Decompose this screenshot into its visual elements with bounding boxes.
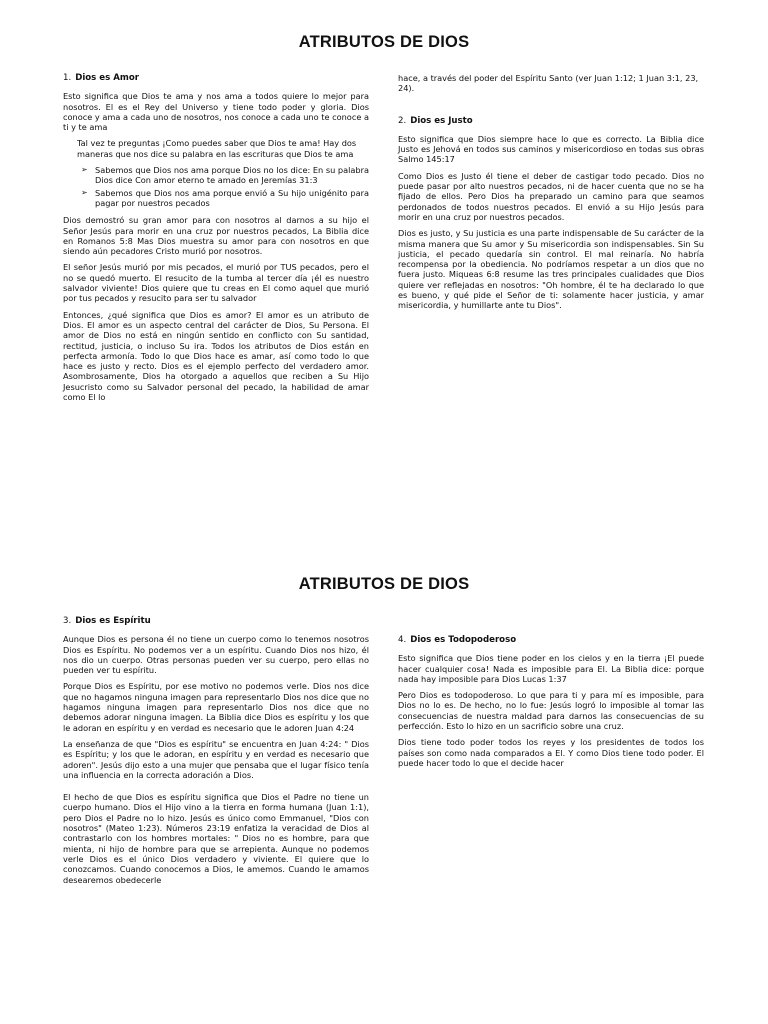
- heading-label: Dios es Todopoderoso: [410, 635, 517, 645]
- heading-number: 1.: [63, 73, 72, 83]
- heading-label: Dios es Amor: [75, 73, 139, 83]
- heading-dios-es-espiritu: [63, 616, 369, 626]
- heading-number: 4.: [398, 635, 407, 645]
- paragraph-continued: hace, a través del poder del Espíritu Santo (ver Juan 1:12; 1 Juan 3:1, 23, 24).: [398, 73, 699, 94]
- heading-dios-es-todopoderoso: [398, 635, 704, 645]
- page-title: ATRIBUTOS DE DIOS: [298, 33, 470, 51]
- paragraph: Dios demostró su gran amor para con nosotros al darnos a su hijo el Señor Jesús para morir en una cruz por nuestros pecados, La Biblia dice en Romanos 5:8 Mas Dios muestra su amor para con nosotros en que siendo aún pecadores Cristo murió por nosotros.: [63, 215, 369, 257]
- section1-right-column: [398, 73, 704, 317]
- heading-dios-es-justo: [398, 116, 704, 126]
- bullet-text: Sabemos que Dios nos ama porque envió a Su hijo unigénito para pagar por nuestros pecados: [95, 187, 369, 208]
- paragraph: Entonces, ¿qué significa que Dios es amor? El amor es un atributo de Dios. El amor es un aspecto central del carácter de Dios, Su Persona. El amor de Dios no está en ningún sentido en conflicto con Su santidad, rectitud, justicia, o incluso Su ira. Todos los atributos de Dios están en perfecta armonía. Todo lo que Dios hace es amar, así como todo lo que hace es justo y recto. Dios es el ejemplo perfecto del verdadero amor. Asombrosamente, Dios ha otorgado a aquellos que reciben a Su Hijo Jesucristo como su Salvador personal del pecado, la habilidad de amar como El lo: [63, 309, 369, 403]
- heading-label: Dios es Justo: [410, 115, 473, 126]
- paragraph: Esto significa que Dios siempre hace lo que es correcto. La Biblia dice Justo es Jehová en todos sus caminos y misericordioso en todas sus obras Salmo 145:17: [398, 133, 704, 165]
- bullet-item: [81, 188, 369, 209]
- section2-right-column: [398, 635, 704, 774]
- paragraph: Esto significa que Dios tiene poder en los cielos y en la tierra ¡El puede hacer cualquier cosa! Nada es imposible para El. La Biblia dice: porque nada hay imposible para Dios Lucas 1:37: [398, 653, 704, 684]
- heading-number: 2.: [398, 115, 407, 126]
- paragraph: Aunque Dios es persona él no tiene un cuerpo como lo tenemos nosotros Dios es Espíritu. No podemos ver a un espíritu. Cuando Dios nos hizo, él nos dio un cuerpo. Otras personas pueden ver su cuerpo, pero ellas no pueden ver tu espíritu.: [63, 634, 369, 676]
- heading-dios-es-amor: [63, 73, 369, 83]
- section1-left-column: [63, 73, 369, 408]
- paragraph: La enseñanza de que "Dios es espíritu" se encuentra en Juan 4:24: " Dios es Espíritu; y los que le adoran, en espíritu y en verdad es necesario que adoren". Jesús dijo esto a una mujer que pensaba que el lugar físico tenía una influencia en la correcta adoración a Dios.: [63, 738, 369, 780]
- paragraph: Porque Dios es Espíritu, por ese motivo no podemos verle. Dios nos dice que no hagamos ninguna imagen para representarlo Dios nos dice que no hagamos ninguna imagen para representarlo Dios nos dice que no debemos adorar ninguna imagen. La Biblia dice Dios es espíritu y los que le adoran en espíritu y en verdad es necesario que le adoren Juan 4:24: [63, 681, 369, 733]
- paragraph: El señor Jesús murió por mis pecados, el murió por TUS pecados, pero el no se quedó muerto. El resucito de la tumba al tercer día ¡él es nuestro salvador viviente! Dios quiere que tu creas en El como aquel que murió por tus pecados y resucito para ser tu salvador: [63, 262, 369, 304]
- paragraph-indented: Tal vez te preguntas ¡Como puedes saber que Dios te ama! Hay dos maneras que nos dice su palabra en las escrituras que Dios te ama: [77, 138, 357, 159]
- paragraph: Pero Dios es todopoderoso. Lo que para ti y para mí es imposible, para Dios no lo es. De hecho, no lo fue: Jesús logró lo imposible al tomar las consecuencias de nuestra maldad para darnos las consecuencias de su perfección. Esto lo hizo en un sacrificio sobre una cruz.: [398, 690, 704, 732]
- page-title: ATRIBUTOS DE DIOS: [298, 575, 470, 593]
- paragraph: Como Dios es Justo él tiene el deber de castigar todo pecado. Dios no puede pasar por alto nuestros pecados, ni de hacer cuenta que no se ha fijado de ellos. Pero Dios ha preparado un camino para que seamos perdonados de todos nuestros pecados. El envió a su Hijo Jesús para morir en una cruz por nuestros pecados.: [398, 170, 704, 222]
- heading-number: 3.: [63, 616, 72, 626]
- arrow-bullet-icon: ➢: [81, 187, 88, 197]
- bullet-list: [63, 165, 369, 208]
- paragraph: El hecho de que Dios es espíritu significa que Dios el Padre no tiene un cuerpo humano. Dios el Hijo vino a la tierra en forma humana (Juan 1:1), pero Dios el Padre no lo hizo. Jesús es único como Emmanuel, "Dios con nosotros" (Mateo 1:23). Números 23:19 enfatiza la veracidad de Dios al contrastarlo con los hombres mortales: " Dios no es hombre, para que mienta, ni hijo de hombre para que se arrepienta. Aunque no podemos verle Dios es el único Dios verdadero y viviente. El quiere que lo conozcamos. Cuando conocemos a Dios, le amemos. Cuando le amamos desearemos obedecerle: [63, 792, 369, 885]
- section2-left-column: [63, 616, 369, 891]
- bullet-item: [81, 165, 369, 186]
- paragraph: Esto significa que Dios te ama y nos ama a todos quiere lo mejor para nosotros. El es el Rey del Universo y tiene todo poder y gloria. Dios conoce y ama a cada uno de nosotros, nos conoce a cada uno te conoce a ti y te ama: [63, 91, 369, 133]
- paragraph: Dios es justo, y Su justicia es una parte indispensable de Su carácter de la misma manera que Su amor y Su misericordia son indispensables. Sin Su justicia, el pecado quedaría sin control. El mal reinaría. No habría recompensa por la obediencia. No podríamos respetar a un dios que no fuera justo. Miqueas 6:8 resume las tres principales cualidades que Dios quiere ver reflejadas en nosotros: "Oh hombre, él te ha declarado lo que es bueno, y qué pide el Señor de ti: solamente hacer justicia, y amar misericordia, y humillarte ante tu Dios".: [398, 228, 704, 311]
- bullet-text: Sabemos que Dios nos ama porque Dios no los dice: En su palabra Dios dice Con amor eterno te amado en Jeremías 31:3: [95, 165, 369, 186]
- arrow-bullet-icon: ➢: [81, 165, 88, 175]
- paragraph: Dios tiene todo poder todos los reyes y los presidentes de todos los países son como nada comparados a El. Y como Dios tiene todo poder. El puede hacer todo lo que el decide hacer: [398, 737, 704, 768]
- heading-label: Dios es Espíritu: [75, 616, 151, 626]
